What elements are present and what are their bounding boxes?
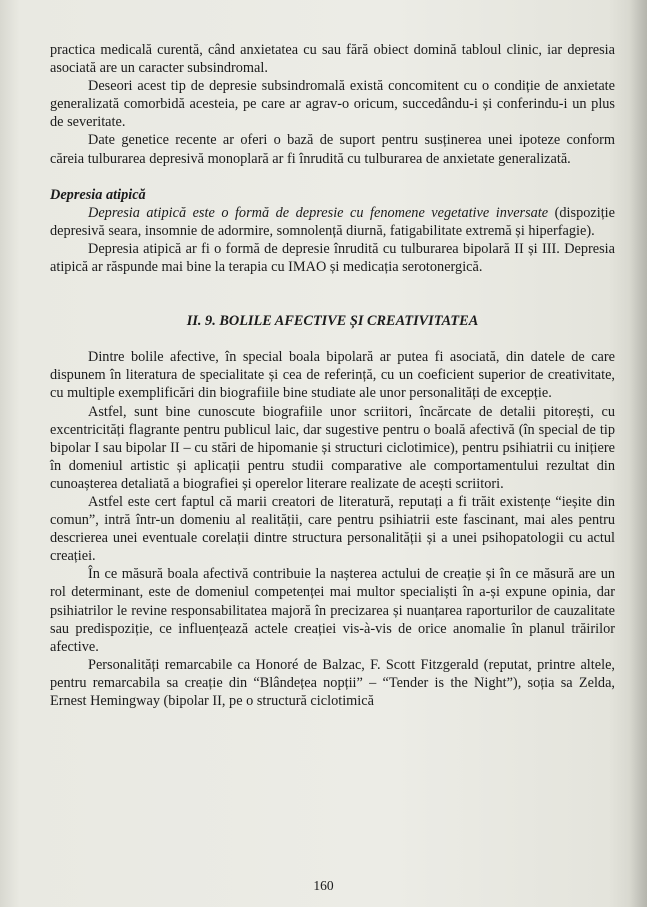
- paragraph-5: Depresia atipică ar fi o formă de depresie înrudită cu tulburarea bipolară II și III. Depresia atipică ar răspunde mai bine la terapia cu IMAO și medicația serotonergică.: [50, 240, 615, 276]
- paragraph-10: Personalități remarcabile ca Honoré de Balzac, F. Scott Fitzgerald (reputat, printre altele, pentru remarcabila sa creație din “Blândețea nopții” – “Tender is the Night”), soția sa Zelda, Ernest Hemingway (bipolar II, pe o structură ciclotimică: [50, 656, 615, 709]
- paragraph-3: Date genetice recente ar oferi o bază de suport pentru susținerea unei ipoteze conform căreia tulburarea depresivă monoplară ar fi înrudită cu tulburarea de anxietate generalizată.: [50, 132, 615, 167]
- paragraph-6: Dintre bolile afective, în special boala bipolară ar putea fi asociată, din datele de care dispunem în literatura de specialitate și cea de referință, cu un coeficient superior de creativitate, cu multiple exemplificări din biografiile bine studiate ale unor personalități de excepție.: [50, 349, 615, 402]
- paragraph-9: În ce măsură boala afectivă contribuie la nașterea actului de creație și în ce măsură are un rol determinant, este de domeniul competenței mai multor specialiști în a-și expune opinia, dar psihiatrilor le revine responsabilitatea majoră în precizarea și nuanțarea raporturilor de cauzalitate sau predispoziție, ce influențează actele creației vis-à-vis de orice anomalie în planul trăirilor afective.: [50, 566, 615, 655]
- page-binding-shadow: [629, 0, 647, 907]
- paragraph-8: Astfel este cert faptul că marii creatori de literatură, reputați a fi trăit existențe “ieșite din comun”, intră într-un domeniu al realității, care pentru psihiatrii este fascinant, mai ales pentru descrierea unei eventuale corelații dintre structura personalității și a unei psihopatologii cu actul creației.: [50, 493, 615, 565]
- section-heading: II. 9. BOLILE AFECTIVE ȘI CREATIVITATEA: [186, 313, 479, 330]
- paragraph-4: [50, 204, 615, 240]
- paragraph-1: practica medicală curentă, când anxietatea cu sau fără obiect domină tabloul clinic, iar depresia asociată are un caracter subsindromal.: [50, 42, 615, 77]
- paragraph-2: Deseori acest tip de depresie subsindromală există concomitent cu o condiție de anxietate generalizată comorbidă acesteia, pe care ar agrav-o oricum, succedându-i și conferindu-i un plus de severitate.: [50, 78, 615, 131]
- page-body: [50, 41, 615, 710]
- subheading-atypical-depression: Depresia atipică: [50, 186, 146, 203]
- definition-details: (dispoziție depresivă seara, insomnie de adormire, somnolență diurnă, fatigabilitate extremă și hiperfagie).: [50, 204, 615, 239]
- page-number: 160: [313, 878, 334, 893]
- paragraph-7: Astfel, sunt bine cunoscute biografiile unor scriitori, încărcate de detalii pitorești, cu excentricități flagrante pentru publicul laic, dar sugestive pentru o boală afectivă (în special de tip bipolar I sau bipolar II – cu stări de hipomanie și structuri ciclotimice), pentru psihiatrii cu inițiere în domeniul artistic și aplicații pentru studii comparative ale comportamentului rezultat din cunoașterea detaliată a biografiei și operelor literare realizate de acești scriitori.: [50, 403, 615, 492]
- definition-italic: Depresia atipică este o formă de depresie cu fenomene vegetative inversate: [88, 204, 549, 221]
